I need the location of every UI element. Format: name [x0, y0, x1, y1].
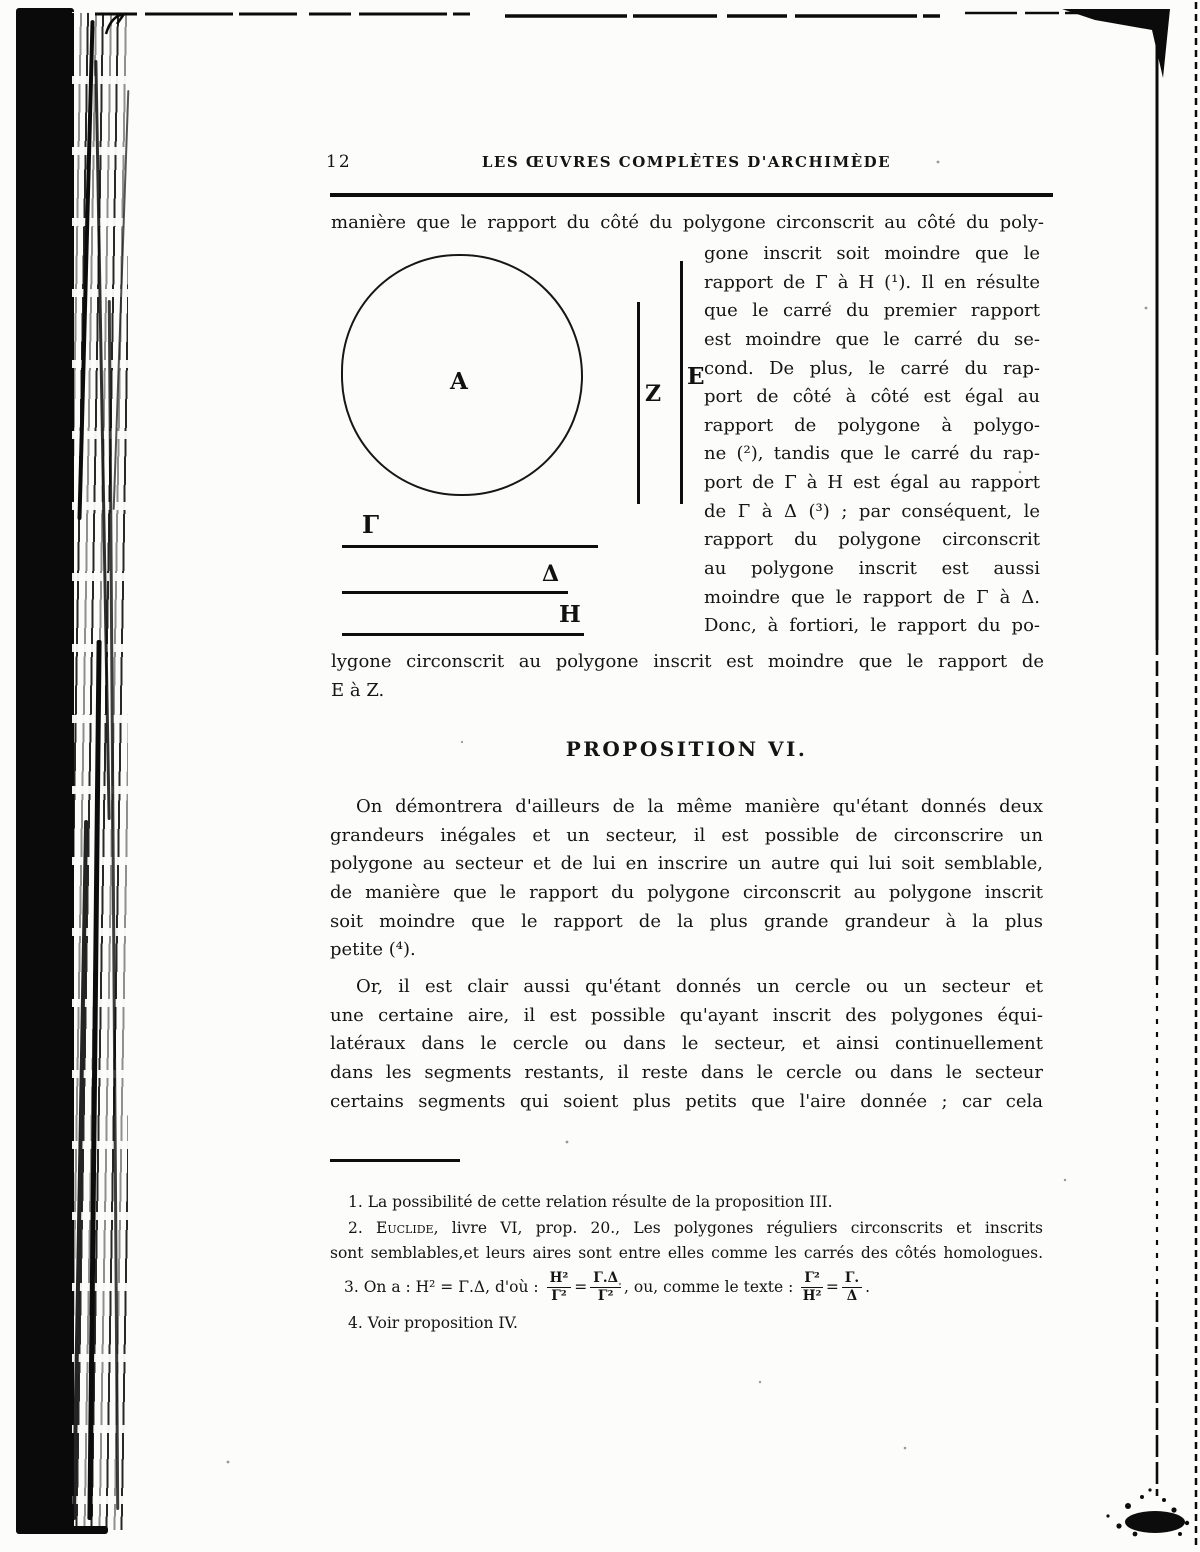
footnote-1: 1. La possibilité de cette relation résulte de la proposition III.	[348, 1193, 833, 1211]
body-text-line: de manière que le rapport du polygone circonscrit au polygone inscrit	[330, 882, 1043, 904]
column-text-line: rapport de Γ à H (¹). Il en résulte	[704, 271, 1040, 293]
corner-squiggle-artifact	[106, 14, 124, 34]
running-header-title: LES ŒUVRES COMPLÈTES D'ARCHIMÈDE	[481, 153, 892, 171]
column-text-line: que le carré du premier rapport	[704, 300, 1040, 322]
paragraph-proposition-body	[330, 793, 1043, 965]
bottom-left-bar-end	[16, 1526, 108, 1534]
column-text-line: est moindre que le carré du se-	[704, 328, 1040, 350]
body-text-line: polygone au secteur et de lui en inscrire un autre qui lui soit semblable,	[330, 853, 1043, 875]
body-text-line: grandeurs inégales et un secteur, il est possible de circonscrire un	[330, 824, 1043, 846]
body-text-line: latéraux dans le cercle ou dans le secteur, et ainsi continuellement	[330, 1033, 1043, 1055]
figure-segment-E	[680, 261, 683, 504]
footnote-4: 4. Voir proposition IV.	[348, 1314, 518, 1332]
paragraph-intro-line: manière que le rapport du côté du polygone circonscrit au côté du poly-	[331, 212, 1044, 233]
fraction-Gamma-over-Delta: $\frac{\Gamma.}{\Delta}$	[842, 1270, 862, 1303]
column-text-line: port de Γ à H est égal au rapport	[704, 472, 1040, 494]
column-text-line: gone inscrit soit moindre que le	[704, 243, 1040, 264]
figure-label-gamma: Γ	[362, 510, 380, 539]
figure-label-E: E	[687, 363, 705, 390]
body-text-line: petite (⁴).	[330, 939, 416, 961]
column-text-line: rapport de polygone à polygo-	[704, 414, 1040, 436]
equals-sign: =	[825, 1278, 839, 1296]
figure-segment-delta	[342, 591, 568, 594]
footnote-3-formula	[344, 1262, 870, 1312]
paragraph-continuation	[331, 648, 1044, 705]
section-heading-proposition-vi: PROPOSITION VI.	[565, 737, 808, 761]
footnote-2-number: 2.	[348, 1219, 377, 1237]
bottom-right-ink-splatter	[1106, 1488, 1189, 1536]
figure-label-A: A	[450, 368, 468, 395]
body-text-line: On démontrera d'ailleurs de la même manière qu'étant donnés deux	[356, 796, 1043, 817]
body-text-line: certains segments qui soient plus petits que l'aire donnée ; car cela	[330, 1090, 1043, 1112]
column-text-line: cond. De plus, le carré du rap-	[704, 357, 1040, 379]
footnote-2-line-1	[330, 1216, 1043, 1241]
figure-segment-gamma	[342, 545, 598, 548]
footnote-2-line-2: sont semblables,et leurs aires sont entre elles comme les carrés des côtés homologues.	[330, 1244, 1043, 1262]
figure-label-Z: Z	[645, 381, 662, 407]
column-text-line: rapport du polygone circonscrit	[704, 529, 1040, 551]
paragraph-corollary	[330, 973, 1043, 1116]
column-text-line: Donc, à fortiori, le rapport du po-	[704, 615, 1040, 637]
footnote-separator-rule	[330, 1159, 460, 1162]
footnote-2-author-name: Euclide	[376, 1219, 434, 1237]
body-text-line: lygone circonscrit au polygone inscrit est moindre que le rapport de	[331, 651, 1044, 672]
fraction-H2-over-Gamma2: $\frac{\text{H²}}{\text{Γ²}}$	[547, 1270, 572, 1303]
footnote-3-suffix: .	[865, 1278, 871, 1296]
equals-sign: =	[574, 1278, 588, 1296]
figure-label-delta: Δ	[542, 561, 560, 587]
figure-segment-Z	[637, 302, 640, 504]
body-text-line: soit moindre que le rapport de la plus grande grandeur à la plus	[330, 910, 1043, 932]
figure-label-H: H	[559, 601, 581, 628]
body-text-line: une certaine aire, il est possible qu'ayant inscrit des polygones équi-	[330, 1004, 1043, 1026]
body-text-line: Or, il est clair aussi qu'étant donnés un cercle ou un secteur et	[356, 976, 1043, 997]
footnote-3-prefix: 3. On a : H² = Γ.Δ, d'où :	[344, 1278, 539, 1296]
footnote-3-middle-text: , ou, comme le texte :	[624, 1278, 794, 1296]
column-text-line: de Γ à Δ (³) ; par conséquent, le	[704, 500, 1040, 522]
figure-segment-H	[342, 633, 584, 636]
column-text-line: ne (²), tandis que le carré du rap-	[704, 443, 1040, 465]
fraction-Gamma2-over-H2: $\frac{\text{Γ²}}{\text{H²}}$	[802, 1270, 822, 1304]
column-text-line: au polygone inscrit est aussi	[704, 558, 1040, 580]
text-column-right-of-figure	[704, 240, 1040, 641]
body-text-line: E à Z.	[331, 679, 385, 701]
body-text-line: dans les segments restants, il reste dans le cercle ou dans le secteur	[330, 1062, 1043, 1084]
page-number: 12	[326, 152, 352, 172]
column-text-line: port de côté à côté est égal au	[704, 386, 1040, 408]
header-rule	[330, 193, 1053, 197]
top-right-corner-blob	[1062, 9, 1170, 78]
fraction-GammaDelta-over-Gamma2: $\frac{\Gamma.\Delta}{\text{Γ²}}$	[590, 1270, 621, 1303]
footnote-2-text: , livre VI, prop. 20., Les polygones réguliers circonscrits et inscrits	[433, 1219, 1044, 1237]
column-text-line: moindre que le rapport de Γ à Δ.	[704, 586, 1040, 608]
